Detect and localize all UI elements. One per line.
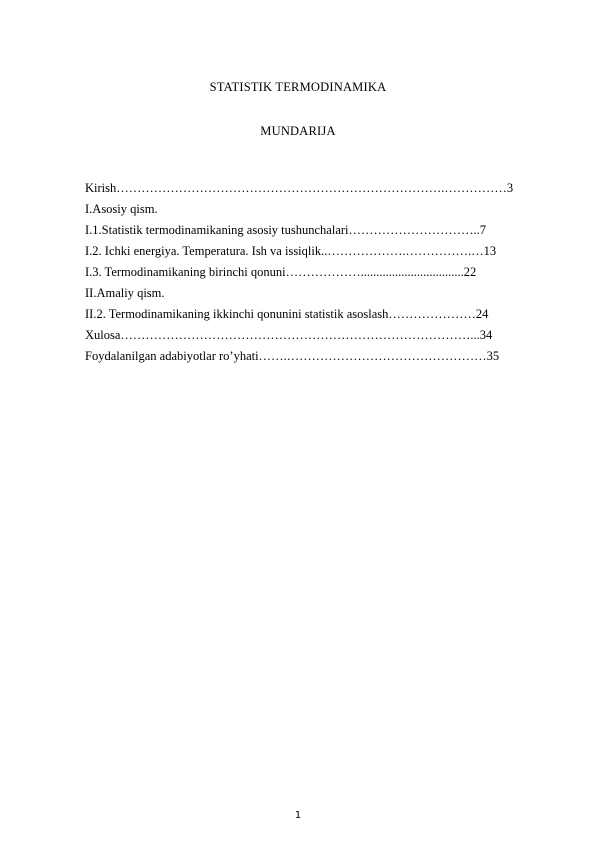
toc-entry-practical-part: II.Amaliy qism.: [85, 286, 165, 300]
toc-entry-introduction: Kirish…………………………………………………………………….……………3: [85, 181, 514, 195]
toc-entry-main-part: I.Asosiy qism.: [85, 202, 158, 216]
toc-entry-conclusion: Xulosa…………………………………………………………………………...34: [85, 328, 493, 342]
toc-entry-section-2-2: II.2. Termodinamikaning ikkinchi qonunini statistik asoslash…………………24: [85, 307, 489, 321]
table-of-contents-heading: MUNDARIJA: [260, 124, 336, 138]
document-title: STATISTIK TERMODINAMIKA: [209, 80, 387, 94]
toc-entry-references: Foydalanilgan adabiyotlar ro’yhati…….…………………………………………35: [85, 349, 500, 363]
toc-entry-section-1-2: I.2. Ichki energiya. Temperatura. Ish va issiqlik..……………….…………….…13: [85, 244, 497, 258]
page-number: 1: [294, 810, 302, 821]
toc-entry-section-1-1: I.1.Statistik termodinamikaning asosiy tushunchalari…………………………..7: [85, 223, 487, 237]
table-of-contents: [85, 178, 545, 367]
toc-entry-section-1-3: I.3. Termodinamikaning birinchi qonuni……………….................................22: [85, 265, 477, 279]
